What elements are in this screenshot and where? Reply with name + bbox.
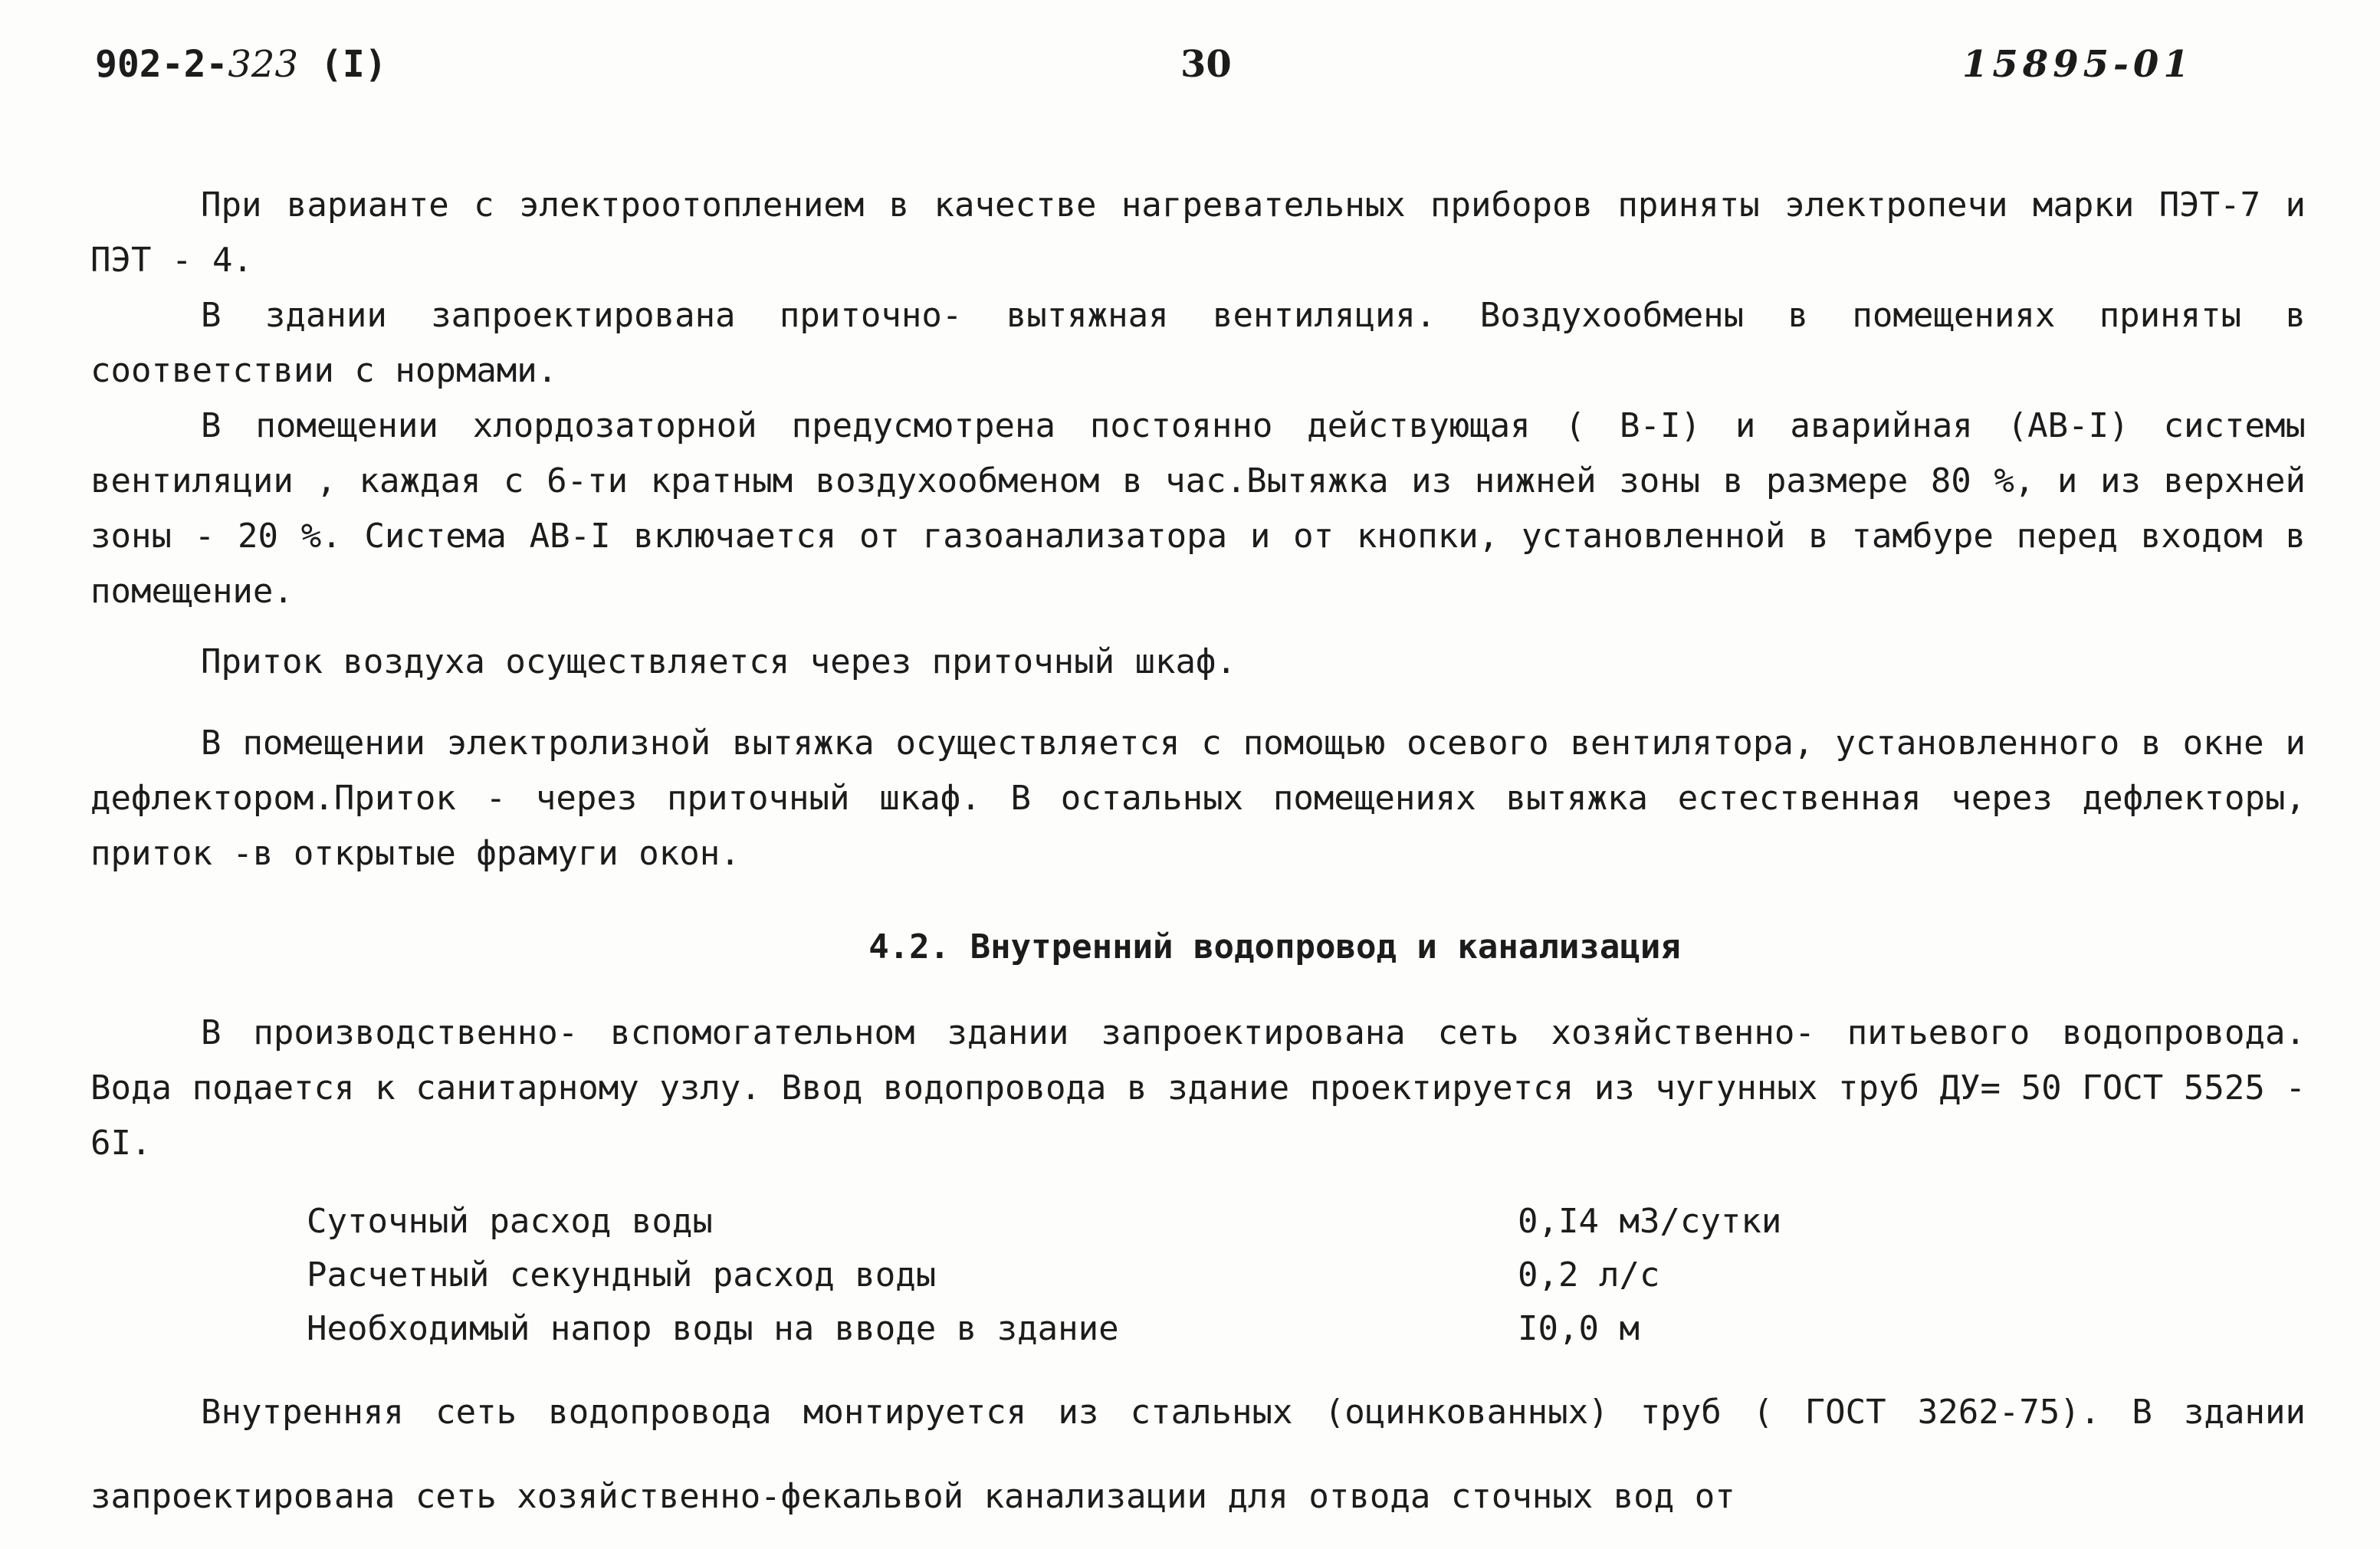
parameter-label: Суточный расход воды [307,1202,713,1241]
section-heading: 4.2. Внутренний водопровод и канализация [868,927,1681,966]
parameter-value: 0,I4 м3/сутки [1518,1202,1782,1241]
paragraph-sewerage: Внутренняя сеть водопровода монтируется из стальных (оцинкованных) труб ( ГОСТ 3262-75). В здании запроектирована сеть хозяйственно-фекальвой канализации для отвода сточных вод от [90,1393,2306,1516]
table-row [90,1194,2306,1248]
table-row [90,1301,2306,1355]
reference-number: 15895-01 [1962,43,2194,86]
parameter-label: Необходимый напор воды на вводе в здание [307,1309,1119,1348]
paragraph-electrolysis-room: В помещении электролизной вытяжка осуществляется с помощью осевого вентилятора, установленного в окне и дефлектором.Приток - через приточный шкаф. В остальных помещениях вытяжка естественная через дефлекторы, приток -в открытые фрамуги окон. [90,724,2306,873]
parameter-value: I0,0 м [1518,1309,1640,1348]
paragraph-air-supply: Приток воздуха осуществляется через приточный шкаф. [201,642,1237,681]
page-number: 30 [1180,43,1232,86]
paragraph-ventilation: В здании запроектирована приточно- вытяжная вентиляция. Воздухообмены в помещениях приняты в соответствии с нормами. [90,296,2306,390]
water-parameters-table [90,1194,2306,1355]
parameter-label: Расчетный секундный расход воды [307,1255,937,1295]
paragraph-water-supply: В производственно- вспомогательном здании запроектирована сеть хозяйственно- питьевого водопровода. Вода подается к санитарному узлу. Ввод водопровода в здание проектируется из чугунных труб ДУ= 50 ГОСТ 5525 - 6I. [90,1013,2306,1163]
document-code-handwritten: 323 [228,43,299,86]
document-body [90,178,2306,1539]
document-code-prefix: 902-2- [95,43,228,86]
paragraph-heating: При варианте с электроотоплением в качестве нагревательных приборов приняты электропечи марки ПЭТ-7 и ПЭТ - 4. [90,185,2306,280]
paragraph-chlorinator-room: В помещении хлордозаторной предусмотрена постоянно действующая ( В-I) и аварийная (АВ-I) системы вентиляции , каждая с 6-ти кратным воздухообменом в час.Вытяжка из нижней зоны в размере 80 %, и из верхней зоны - 20 %. Система АВ-I включается от газоанализатора и от кнопки, установленной в тамбуре перед входом в помещение. [90,406,2306,611]
table-row [90,1248,2306,1301]
parameter-value: 0,2 л/с [1518,1255,1660,1295]
document-code [95,37,387,92]
document-code-suffix: (I) [320,43,387,86]
